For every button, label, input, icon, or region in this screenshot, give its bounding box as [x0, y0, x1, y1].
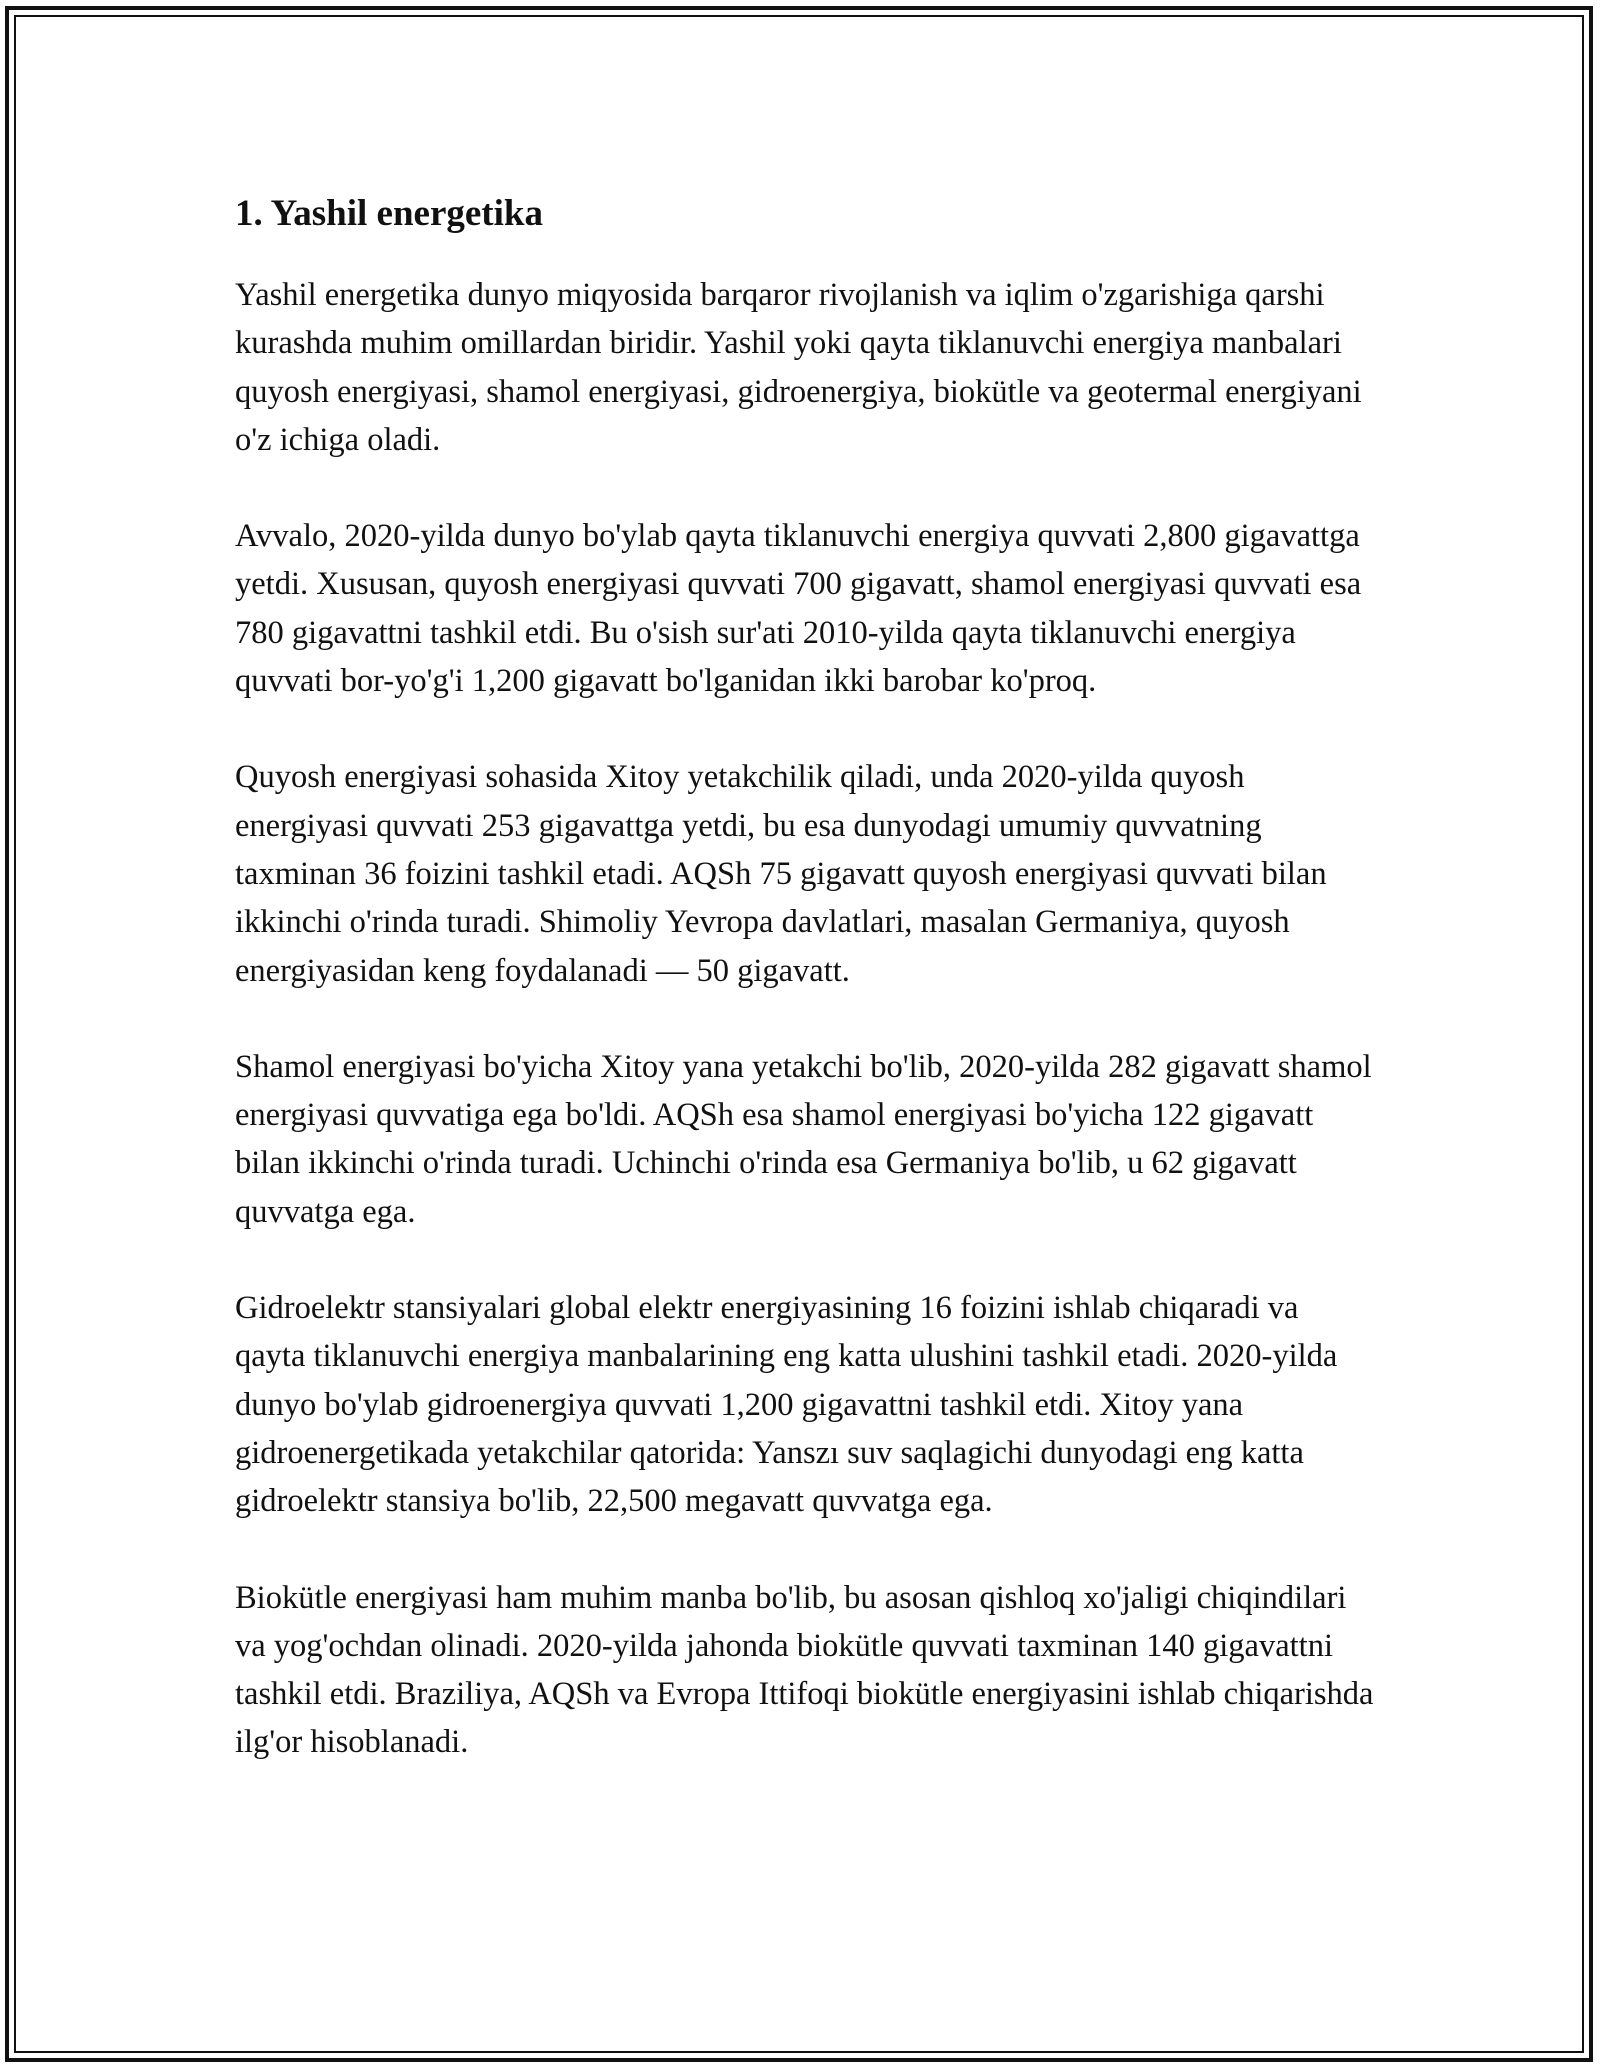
paragraph-solar: Quyosh energiyasi sohasida Xitoy yetakchilik qiladi, unda 2020-yilda quyosh energiyasi quvvati 253 gigavattga yetdi, bu esa dunyodagi umumiy quvvatning taxminan 36 foizini tashkil etadi. AQSh 75 gigavatt quyosh energiyasi quvvati bilan ikkinchi o'rinda turadi. Shimoliy Yevropa davlatlari, masalan Germaniya, quyosh energiyasidan keng foydalanadi — 50 gigavatt. [235, 759, 1327, 989]
paragraph-biomass: Biokütle energiyasi ham muhim manba bo'lib, bu asosan qishloq xo'jaligi chiqindilari va yog'ochdan olinadi. 2020-yilda jahonda biokütle quvvati taxminan 140 gigavattni tashkil etdi. Braziliya, AQSh va Evropa Ittifoqi biokütle energiyasini ishlab chiqarishda ilg'or hisoblanadi. [235, 1579, 1374, 1761]
paragraph-global-capacity: Avvalo, 2020-yilda dunyo bo'ylab qayta tiklanuvchi energiya quvvati 2,800 gigavattga yetdi. Xususan, quyosh energiyasi quvvati 700 gigavatt, shamol energiyasi quvvati esa 780 gigavattni tashkil etdi. Bu o'sish sur'ati 2010-yilda qayta tiklanuvchi energiya quvvati bor-yo'g'i 1,200 gigavatt bo'lganidan ikki barobar ko'proq. [235, 518, 1362, 700]
paragraph-wind: Shamol energiyasi bo'yicha Xitoy yana yetakchi bo'lib, 2020-yilda 282 gigavatt shamol energiyasi quvvatiga ega bo'ldi. AQSh esa shamol energiyasi bo'yicha 122 gigavatt bilan ikkinchi o'rinda turadi. Uchinchi o'rinda esa Germaniya bo'lib, u 62 gigavatt quvvatga ega. [235, 1048, 1372, 1230]
paragraph-intro: Yashil energetika dunyo miqyosida barqaror rivojlanish va iqlim o'zgarishiga qarshi kurashda muhim omillardan biridir. Yashil yoki qayta tiklanuvchi energiya manbalari quyosh energiyasi, shamol energiyasi, gidroenergiya, biokütle va geotermal energiyani o'z ichiga oladi. [235, 277, 1362, 458]
section-heading: 1. Yashil energetika [235, 193, 543, 234]
document-body [235, 185, 1375, 1815]
paragraph-hydro: Gidroelektr stansiyalari global elektr energiyasining 16 foizini ishlab chiqaradi va qayta tiklanuvchi energiya manbalarining eng katta ulushini tashkil etadi. 2020-yilda dunyo bo'ylab gidroenergiya quvvati 1,200 gigavattni tashkil etdi. Xitoy yana gidroenergetikada yetakchilar qatorida: Yanszı suv saqlagichi dunyodagi eng katta gidroelektr stansiya bo'lib, 22,500 megavatt quvvatga ega. [235, 1290, 1338, 1520]
